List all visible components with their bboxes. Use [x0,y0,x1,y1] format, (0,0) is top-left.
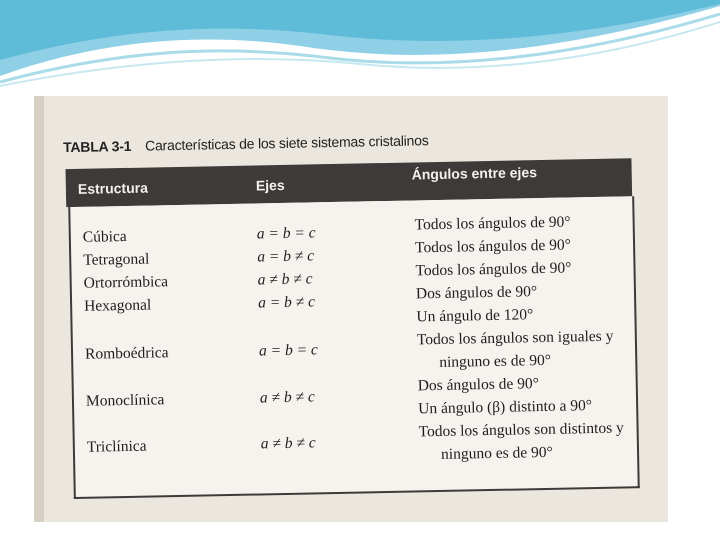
angles-cell: Todos los ángulos son distintos y [418,419,624,441]
angles-cell: Un ángulo de 120° [416,306,534,326]
axes-cell: a = b = c [256,224,316,243]
angles-cell: Todos los ángulos de 90° [415,259,572,280]
axes-cell: a ≠ b ≠ c [260,434,316,453]
angles-cell: Dos ángulos de 90° [417,375,540,395]
angles-cell: Todos los ángulos de 90° [414,213,571,234]
angles-cell: Un ángulo (β) distinto a 90° [418,397,593,418]
axes-cell: a = b ≠ c [257,293,316,312]
angles-cell: ninguno es de 90° [440,443,553,463]
axes-cell: a = b = c [258,341,319,360]
table-title: Características de los siete sistemas cristalinos [144,132,429,154]
structure-cell: Ortorrómbica [83,273,169,292]
angles-cell: Todos los ángulos de 90° [414,236,572,257]
structure-cell: Tetragonal [83,250,150,269]
header-angulos: Ángulos entre ejes [411,164,538,183]
structure-cell: Triclínica [86,437,147,456]
header-wave-decoration [0,0,720,90]
structure-cell: Hexagonal [83,296,152,315]
angles-cell: ninguno es de 90° [439,351,552,371]
angles-cell: Dos ángulos de 90° [415,283,538,303]
scanned-table-image [34,96,668,522]
structure-cell: Monoclínica [85,391,165,410]
table-number: TABLA 3-1 [62,137,132,156]
structure-cell: Romboédrica [84,344,169,363]
angles-cell: Todos los ángulos son iguales y [416,327,614,349]
header-estructura: Estructura [77,179,149,197]
axes-cell: a ≠ b ≠ c [257,270,313,289]
structure-cell: Cúbica [82,227,127,246]
axes-cell: a = b ≠ c [257,247,315,266]
table-body [68,196,640,499]
header-ejes: Ejes [255,176,285,194]
axes-cell: a ≠ b ≠ c [259,388,316,407]
